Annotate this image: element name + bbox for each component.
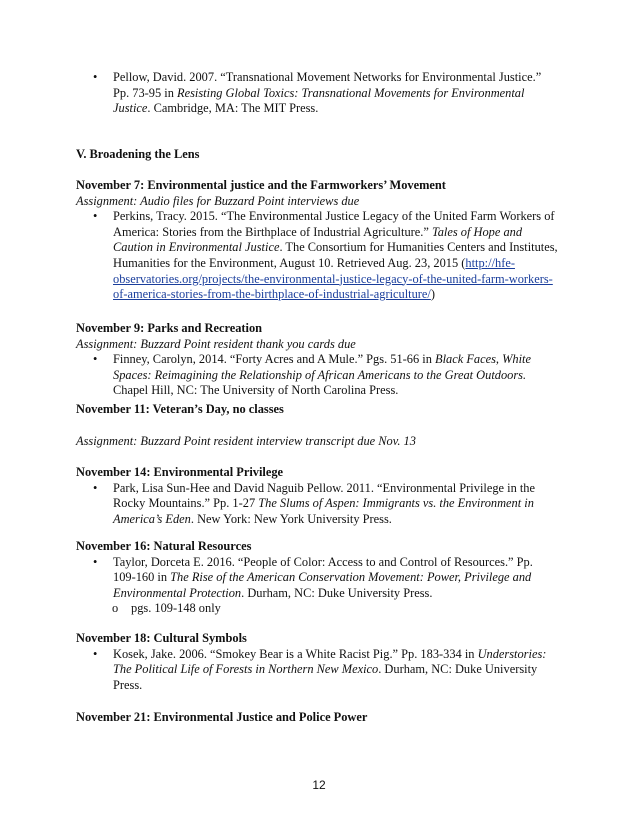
assignment-nov-13 (76, 434, 566, 450)
bullet-item: • Pellow, David. 2007. “Transnational Movement Networks for Environmental Justice.” Pp. 73-95 in Resisting Global Toxics: Transnational Movements for Environmental Justice. Cambridge, MA: The MIT Press. (93, 70, 542, 116)
bullet-item: • Park, Lisa Sun-Hee and David Naguib Pellow. 2011. “Environmental Privilege in the Rocky Mountains.” Pp. 1-27 The Slums of Aspen: Immigrants vs. the Environment in America’s Eden. New York: New York University Press. (93, 480, 535, 526)
assignment-note: Assignment: Buzzard Point resident interview transcript due Nov. 13 (76, 434, 416, 448)
entry-heading: November 9: Parks and Recreation (76, 321, 263, 335)
bullet-icon: • (93, 480, 98, 495)
entry-nov-7 (76, 178, 566, 303)
bullet-item: • Kosek, Jake. 2006. “Smokey Bear is a White Racist Pig.” Pp. 183-334 in Understories: The Political Life of Forests in Northern New Mexico. Durham, NC: Duke University Press. (93, 646, 547, 692)
reference-link[interactable]: observatories.org/projects/the-environmental-justice-legacy-of-the-united-farm-workers- (113, 271, 553, 286)
bullet-item: • Perkins, Tracy. 2015. “The Environmental Justice Legacy of the United Farm Workers of America: Stories from the Birthplace of Industrial Agriculture.” Tales of Hope and Caution in Environmental Justice. The Consortium for Humanities Centers and Institutes, Humanities for the Environment, August 10. Retrieved Aug. 23, 2015 (http://hfe- observatories.org/projects/the-environmental-justice-legacy-of-the-united-farm-workers- of-america-stories-from-the-birthplace-of-industrial-agriculture/) (93, 209, 558, 302)
reference-link[interactable]: of-america-stories-from-the-birthplace-of-industrial-agriculture/ (113, 287, 431, 302)
assignment-note: Assignment: Audio files for Buzzard Point interviews due (76, 193, 360, 208)
bullet-item: • Taylor, Dorceta E. 2016. “People of Color: Access to and Control of Resources.” Pp. 109-160 in The Rise of the American Conservation Movement: Power, Privilege and Environmental Protection. Durham, NC: Duke University Press. (93, 554, 533, 600)
entry-nov-11 (76, 402, 566, 418)
entry-nov-9 (76, 321, 566, 399)
entry-heading: November 7: Environmental justice and the Farmworkers’ Movement (76, 178, 446, 192)
entry-nov-18 (76, 631, 566, 693)
bullet-item: • Finney, Carolyn, 2014. “Forty Acres and A Mule.” Pgs. 51-66 in Black Faces, White Spaces: Reimagining the Relationship of African Americans to the Great Outdoors. Chapel Hill, NC: The University of North Carolina Press. (93, 352, 532, 398)
entry-heading: November 14: Environmental Privilege (76, 465, 284, 479)
sub-bullet-item: o pgs. 109-148 only (112, 601, 221, 616)
entry-heading: November 11: Veteran’s Day, no classes (76, 402, 284, 416)
section-heading: V. Broadening the Lens (76, 147, 200, 161)
reading-pellow (76, 70, 566, 117)
bullet-icon: • (93, 554, 98, 569)
bullet-icon: • (93, 646, 98, 661)
entry-heading: November 18: Cultural Symbols (76, 631, 247, 645)
circle-bullet-icon: o (112, 601, 119, 616)
entry-nov-16 (76, 539, 566, 617)
page-number: 12 (312, 778, 326, 792)
entry-heading: November 21: Environmental Justice and Police Power (76, 710, 368, 724)
entry-heading: November 16: Natural Resources (76, 539, 252, 553)
assignment-note: Assignment: Buzzard Point resident thank you cards due (76, 336, 356, 351)
reference-link[interactable]: http://hfe- (465, 255, 515, 270)
entry-nov-21 (76, 710, 566, 726)
bullet-icon: • (93, 209, 98, 224)
bullet-icon: • (93, 352, 98, 367)
bullet-icon: • (93, 70, 98, 84)
entry-nov-14 (76, 465, 566, 527)
